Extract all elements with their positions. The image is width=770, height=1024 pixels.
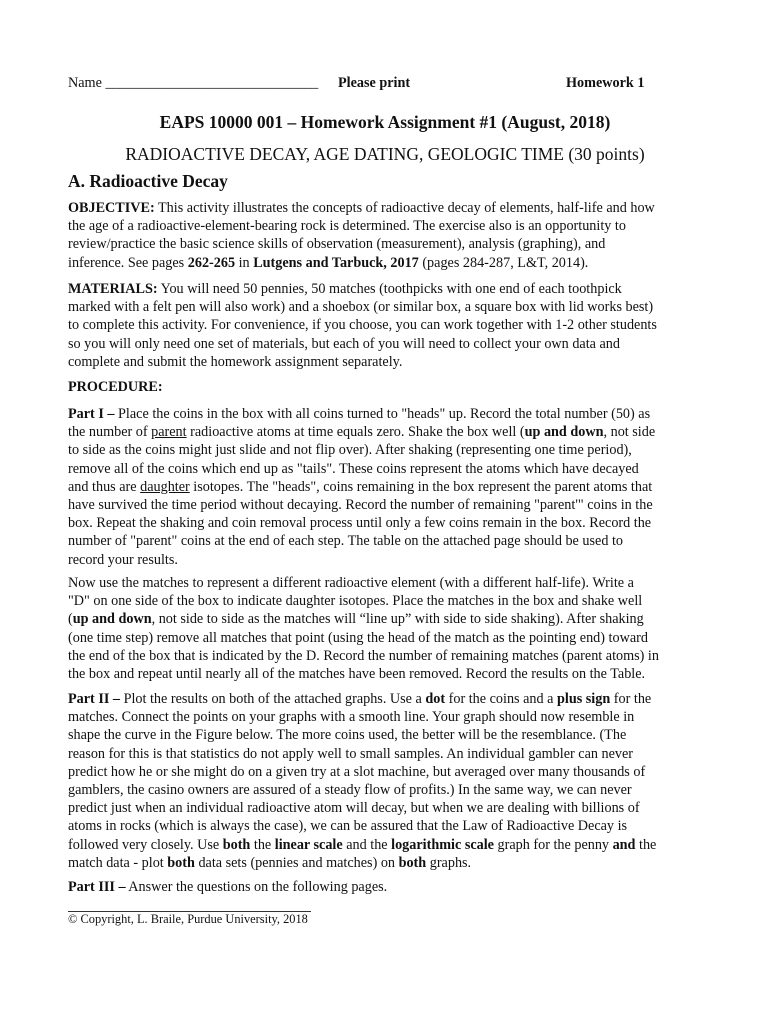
part-iii-label: Part III – bbox=[68, 879, 126, 895]
part-ii-label: Part II – bbox=[68, 691, 121, 707]
part-i-paragraph: Part I – Place the coins in the box with all coins turned to "heads" up. Record the total number (50) as the number of parent radioactive atoms at time equals zero. Shake the box well (up and down, not side to side as the coins might just slide and not flip over). After shaking (representing one time period), remove all of the coins which end up as "tails". These coins represent the atoms which have decayed and thus are daughter isotopes. The "heads", coins remaining in the box represent the parent atoms that have survived the time period without decaying. Record the number of remaining "parent'" coins in the box. Repeat the shaking and coin removal process until only a few coins remain in the box. Record the number of "parent" coins at the end of each step. The table on the attached page should be used to record your results. bbox=[68, 406, 656, 568]
assignment-title: EAPS 10000 001 – Homework Assignment #1 (August, 2018) bbox=[159, 112, 611, 132]
please-print-label: Please print bbox=[338, 75, 411, 91]
part-ii-paragraph: Part II – Plot the results on both of the attached graphs. Use a dot for the coins and a plus sign for the matches. Connect the points on your graphs with a smooth line. Your graph should now resemble in shape the curve in the Figure below. The more coins used, the better will be the resemblance. (The reason for this is that statistics do not apply well to small samples. An individual gambler can never predict how he or she might do on a given try at a slot machine, but averaged over many thousands of gamblers, the casino owners are assured of a steady flow of profits.) In the same way, we can never predict just when an individual radioactive atom will decay, but when we are dealing with billions of atoms in rocks (which is always the case), we can be assured that the Law of Radioactive Decay is followed very closely. Use both the linear scale and the logarithmic scale graph for the penny and the match data - plot both data sets (pennies and matches) on both graphs. bbox=[68, 691, 657, 871]
part-iii-paragraph: Part III – Answer the questions on the following pages. bbox=[68, 879, 388, 895]
homework-number: Homework 1 bbox=[566, 75, 645, 91]
copyright-footnote: © Copyright, L. Braile, Purdue University, 2018 bbox=[68, 912, 308, 926]
objective-paragraph: OBJECTIVE: This activity illustrates the concepts of radioactive decay of elements, half-life and how the age of a radioactive-element-bearing rock is determined. The exercise also is an opportunity to review/practice the basic science skills of observation (measurement), analysis (graphing), and inference. See pages 262-265 in Lutgens and Tarbuck, 2017 (pages 284-287, L&T, 2014). bbox=[68, 200, 655, 271]
name-blank: ______________________________ bbox=[105, 75, 319, 91]
objective-label: OBJECTIVE: bbox=[68, 200, 155, 216]
procedure-heading: PROCEDURE: bbox=[68, 379, 163, 395]
name-field-label: Name ______________________________ bbox=[68, 75, 319, 91]
matches-paragraph: Now use the matches to represent a different radioactive element (with a different half-life). Write a "D" on one side of the box to indicate daughter isotopes. Place the matches in the box and shake well (up and down, not side to side as the matches will “line up” with side to side shaking). After shaking (one time step) remove all matches that point (using the head of the match as the pointing end) toward the end of the box that is indicated by the D. Record the number of remaining matches (parent atoms) in the box and repeat until nearly all of the matches have been removed. Record the results on the Table. bbox=[68, 575, 659, 683]
materials-label: MATERIALS: bbox=[68, 281, 158, 297]
assignment-subtitle: RADIOACTIVE DECAY, AGE DATING, GEOLOGIC TIME (30 points) bbox=[125, 144, 645, 164]
materials-paragraph: MATERIALS: You will need 50 pennies, 50 matches (toothpicks with one end of each toothpick marked with a felt pen will also work) and a shoebox (or similar box, a square box with lid works best) to complete this activity. For convenience, if you choose, you can work together with 1-2 other students so you will only need one set of materials, but each of you will need to collect your own data and complete and submit the homework assignment separately. bbox=[68, 281, 657, 370]
part-i-label: Part I – bbox=[68, 406, 115, 422]
section-a-heading: A. Radioactive Decay bbox=[68, 171, 228, 191]
